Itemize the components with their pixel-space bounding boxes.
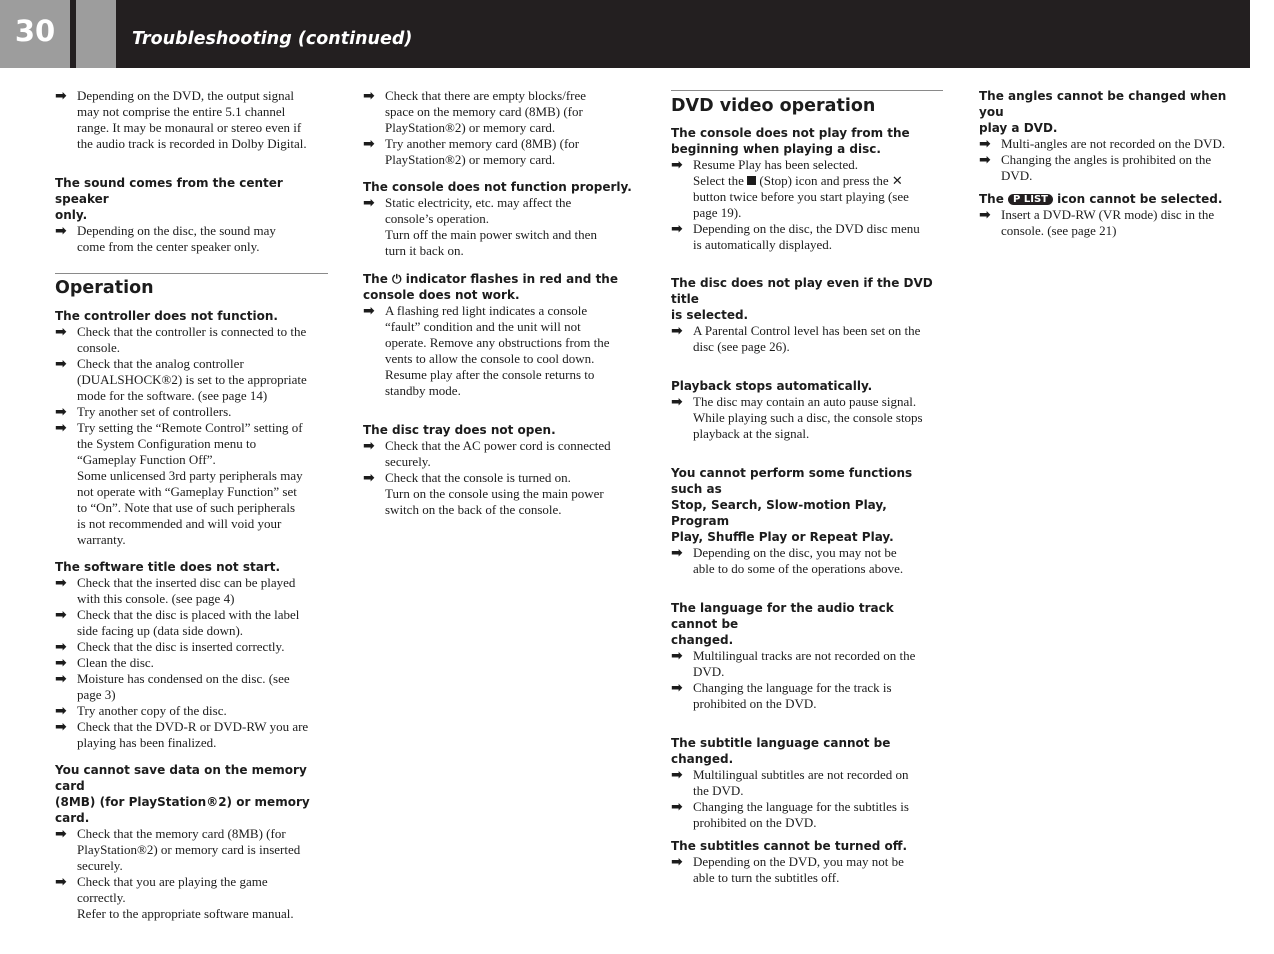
bullet-text [693,545,943,577]
text-line: side facing up (data side down). [77,623,244,638]
bullet-item [363,438,633,470]
text-line: While playing such a disc, the console stops [693,410,923,425]
bullet-text [385,470,633,518]
arrow-icon: ➡ [363,88,375,104]
text-line: (DUALSHOCK®2) is set to the appropriate [77,372,307,387]
text-line: changed. [671,633,734,647]
header-grey-strip [76,0,116,68]
subsection-heading: The software title does not start. [55,560,281,574]
bullet-text [693,680,943,712]
text-line: Check that you are playing the game [77,874,268,889]
text-line: Multilingual tracks are not recorded on the [693,648,916,663]
bullet-text [1001,152,1249,184]
arrow-icon: ➡ [671,767,683,783]
text-line: Check that the controller is connected to the [77,324,307,339]
power-icon: ⏻ [392,272,402,286]
text-line: come from the center speaker only. [77,239,260,254]
text-line: page 19). [693,205,742,220]
text-line: Changing the language for the subtitles is [693,799,909,814]
bullet-text [1001,207,1249,239]
arrow-icon: ➡ [671,221,683,237]
arrow-icon: ➡ [671,854,683,870]
bullet-item [363,303,633,399]
arrow-icon: ➡ [55,607,67,623]
bullet-item [671,648,943,680]
bullet-item [55,874,328,922]
text-line: You cannot save data on the memory card [55,763,307,793]
bullet-text [385,136,633,168]
arrow-icon: ➡ [55,826,67,842]
text-span: Select the [693,173,748,188]
arrow-icon: ➡ [55,575,67,591]
arrow-icon: ➡ [979,152,991,168]
text-line: (8MB) (for PlayStation®2) or memory card. [55,795,310,825]
bullet-text [77,703,328,719]
column-1 [55,88,328,922]
arrow-icon: ➡ [55,719,67,735]
bullet-item [671,680,943,712]
text-line: Changing the angles is prohibited on the [1001,152,1212,167]
bullet-item [55,719,328,751]
bullet-text [693,394,943,442]
bullet-item [979,136,1249,152]
bullet-item [55,88,328,152]
bullet-text [693,323,943,355]
text-line: Depending on the disc, the sound may [77,223,276,238]
subsection-heading: The subtitles cannot be turned off. [671,839,908,853]
arrow-icon: ➡ [671,157,683,173]
arrow-icon: ➡ [363,470,375,486]
subsection-heading: Playback stops automatically. [671,379,873,393]
page-number: 30 [14,14,56,48]
stop-icon [747,176,756,185]
column-3 [671,90,943,886]
bullet-text [693,648,943,680]
subsection-heading [671,125,943,157]
bullet-item [363,88,633,136]
arrow-icon: ➡ [55,420,67,436]
bullet-item [671,545,943,577]
text-line: the DVD. [693,783,744,798]
arrow-icon: ➡ [671,394,683,410]
bullet-item [55,671,328,703]
text-line: securely. [77,858,123,873]
text-line: is selected. [671,308,749,322]
bullet-item [55,420,328,548]
arrow-icon: ➡ [55,874,67,890]
arrow-icon: ➡ [55,356,67,372]
bullet-text [77,719,328,751]
bullet-text [385,303,633,399]
text-line: The angles cannot be changed when you [979,89,1227,119]
text-line: to “On”. Note that use of such peripherals [77,500,296,515]
section-title-operation: Operation [55,278,154,298]
heading-text: icon cannot be selected. [1052,192,1223,206]
subsection-heading [363,271,633,303]
bullet-item [55,356,328,404]
text-line: Multi-angles are not recorded on the DVD. [1001,136,1226,151]
bullet-text [77,607,328,639]
text-line: The disc does not play even if the DVD title [671,276,933,306]
text-line: Try another copy of the disc. [77,703,227,718]
heading-text: The [979,192,1009,206]
arrow-icon: ➡ [55,639,67,655]
subsection-heading [55,175,328,223]
text-line: correctly. [77,890,126,905]
arrow-icon: ➡ [55,655,67,671]
bullet-item [363,470,633,518]
text-line: You cannot perform some functions such as [671,466,913,496]
text-line: A flashing red light indicates a console [385,303,588,318]
text-line: Check that the console is turned on. [385,470,571,485]
bullet-text [693,799,943,831]
bullet-text [693,854,943,886]
page-title: Troubleshooting (continued) [132,29,413,49]
text-line: Stop, Search, Slow-motion Play, Program [671,498,887,528]
bullet-item [671,221,943,253]
text-line: Check that the DVD-R or DVD-RW you are [77,719,309,734]
text-line: Try another memory card (8MB) (for [385,136,580,151]
arrow-icon: ➡ [671,680,683,696]
subsection-heading: The controller does not function. [55,309,278,323]
arrow-icon: ➡ [55,223,67,239]
bullet-text [77,826,328,874]
text-line: play a DVD. [979,121,1058,135]
bullet-text [693,221,943,253]
bullet-text [77,671,328,703]
text-line: PlayStation®2) or memory card. [385,152,556,167]
bullet-text [693,157,943,221]
arrow-icon: ➡ [363,195,375,211]
text-line: PlayStation®2) or memory card. [385,120,556,135]
text-line: Turn on the console using the main power [385,486,604,501]
bullet-item [55,703,328,719]
arrow-icon: ➡ [363,136,375,152]
text-line: Check that the disc is placed with the label [77,607,300,622]
text-line: disc (see page 26). [693,339,790,354]
text-line: Static electricity, etc. may affect the [385,195,572,210]
text-line: is automatically displayed. [693,237,832,252]
subsection-heading: The console does not function properly. [363,180,632,194]
text-line: switch on the back of the console. [385,502,562,517]
subsection-heading [979,88,1249,136]
bullet-text [77,420,328,548]
bullet-item [671,157,943,221]
text-line: Clean the disc. [77,655,154,670]
bullet-item [363,136,633,168]
arrow-icon: ➡ [671,648,683,664]
text-line: Multilingual subtitles are not recorded on [693,767,909,782]
text-line: mode for the software. (see page 14) [77,388,268,403]
text-line: DVD. [693,664,725,679]
arrow-icon: ➡ [55,671,67,687]
bullet-text [77,655,328,671]
text-line: Refer to the appropriate software manual. [77,906,294,921]
text-line: Try another set of controllers. [77,404,232,419]
subsection-heading [671,275,943,323]
heading-text: indicator flashes in red and the [401,272,618,286]
text-line: The language for the audio track cannot be [671,601,894,631]
bullet-text [77,639,328,655]
text-line: may not comprise the entire 5.1 channel [77,104,286,119]
cross-button-icon: ✕ [891,173,903,188]
bullet-item [979,152,1249,184]
text-line: Check that the disc is inserted correctly. [77,639,285,654]
bullet-text [385,88,633,136]
text-line: not operate with “Gameplay Function” set [77,484,297,499]
bullet-text [77,223,328,255]
bullet-item [55,324,328,356]
text-line: able to do some of the operations above. [693,561,904,576]
bullet-item [55,607,328,639]
bullet-item [979,207,1249,239]
text-line: Depending on the disc, the DVD disc menu [693,221,920,236]
text-line: The console does not play from the [671,126,910,140]
arrow-icon: ➡ [55,404,67,420]
bullet-text [77,575,328,607]
text-line: Play, Shuffle Play or Repeat Play. [671,530,894,544]
text-line: The disc may contain an auto pause signal. [693,394,917,409]
page-number-box [0,0,70,68]
text-line: operate. Remove any obstructions from the [385,335,610,350]
text-line: vents to allow the console to cool down. [385,351,595,366]
subsection-heading [55,762,328,826]
text-line: space on the memory card (8MB) (for [385,104,583,119]
column-4 [979,88,1249,239]
text-line: console’s operation. [385,211,489,226]
column-2 [363,88,633,518]
text-line: with this console. (see page 4) [77,591,235,606]
bullet-item [55,223,328,255]
text-line: DVD. [1001,168,1033,183]
arrow-icon: ➡ [671,545,683,561]
bullet-item [55,575,328,607]
text-line: Check that the inserted disc can be played [77,575,296,590]
bullet-text [385,438,633,470]
subsection-heading [979,191,1249,207]
bullet-item [363,195,633,259]
subsection-heading: The disc tray does not open. [363,423,556,437]
bullet-item [55,404,328,420]
text-line: is not recommended and will void your [77,516,282,531]
text-line: only. [55,208,88,222]
text-line: standby mode. [385,383,461,398]
text-line: beginning when playing a disc. [671,142,881,156]
arrow-icon: ➡ [979,136,991,152]
text-line: Resume Play has been selected. [693,157,858,172]
text-line: Changing the language for the track is [693,680,892,695]
text-line: Depending on the DVD, the output signal [77,88,294,103]
text-line: Moisture has condensed on the disc. (see [77,671,290,686]
text-line: playing has been finalized. [77,735,217,750]
text-line: Some unlicensed 3rd party peripherals may [77,468,303,483]
text-span: (Stop) icon and press the [756,173,892,188]
arrow-icon: ➡ [55,88,67,104]
text-line: button twice before you start playing (see [693,189,909,204]
arrow-icon: ➡ [979,207,991,223]
text-line: “fault” condition and the unit will not [385,319,581,334]
subsection-heading [671,465,943,545]
subsection-heading: The subtitle language cannot be changed. [671,736,891,766]
text-line: Check that the AC power cord is connected [385,438,611,453]
text-line: Check that there are empty blocks/free [385,88,587,103]
text-line: Check that the memory card (8MB) (for [77,826,286,841]
text-line [693,173,943,189]
text-line: playback at the signal. [693,426,810,441]
bullet-item [671,323,943,355]
arrow-icon: ➡ [55,703,67,719]
bullet-text [385,195,633,259]
section-title-dvd-video: DVD video operation [671,96,876,116]
bullet-item [55,655,328,671]
text-line: “Gameplay Function Off”. [77,452,216,467]
bullet-item [671,767,943,799]
bullet-item [55,826,328,874]
text-line: console. [77,340,120,355]
text-line: page 3) [77,687,116,702]
bullet-text [693,767,943,799]
bullet-text [77,88,328,152]
text-line: warranty. [77,532,126,547]
text-line: turn it back on. [385,243,464,258]
text-line: Turn off the main power switch and then [385,227,597,242]
text-line: Depending on the DVD, you may not be [693,854,904,869]
text-line: Check that the analog controller [77,356,244,371]
bullet-item [671,394,943,442]
arrow-icon: ➡ [55,324,67,340]
text-line: Try setting the “Remote Control” setting of [77,420,303,435]
text-line: Depending on the disc, you may not be [693,545,897,560]
text-line: PlayStation®2) or memory card is inserted [77,842,301,857]
text-line: The sound comes from the center speaker [55,176,283,206]
heading-text: console does not work. [363,288,520,302]
bullet-text [77,874,328,922]
text-line: the audio track is recorded in Dolby Digital. [77,136,307,151]
text-line: the System Configuration menu to [77,436,257,451]
text-line: Insert a DVD-RW (VR mode) disc in the [1001,207,1215,222]
arrow-icon: ➡ [671,799,683,815]
plist-icon: P LIST [1008,194,1053,205]
text-line: securely. [385,454,431,469]
text-line: able to turn the subtitles off. [693,870,840,885]
arrow-icon: ➡ [363,438,375,454]
text-line: prohibited on the DVD. [693,815,817,830]
bullet-item [671,799,943,831]
text-line: range. It may be monaural or stereo even if [77,120,302,135]
bullet-text [1001,136,1249,152]
bullet-item [55,639,328,655]
text-line: Resume play after the console returns to [385,367,595,382]
heading-text: The [363,272,393,286]
arrow-icon: ➡ [671,323,683,339]
text-line: prohibited on the DVD. [693,696,817,711]
bullet-item [671,854,943,886]
text-line: A Parental Control level has been set on the [693,323,921,338]
text-line: console. (see page 21) [1001,223,1117,238]
arrow-icon: ➡ [363,303,375,319]
bullet-text [77,356,328,404]
subsection-heading [671,600,943,648]
bullet-text [77,404,328,420]
bullet-text [77,324,328,356]
